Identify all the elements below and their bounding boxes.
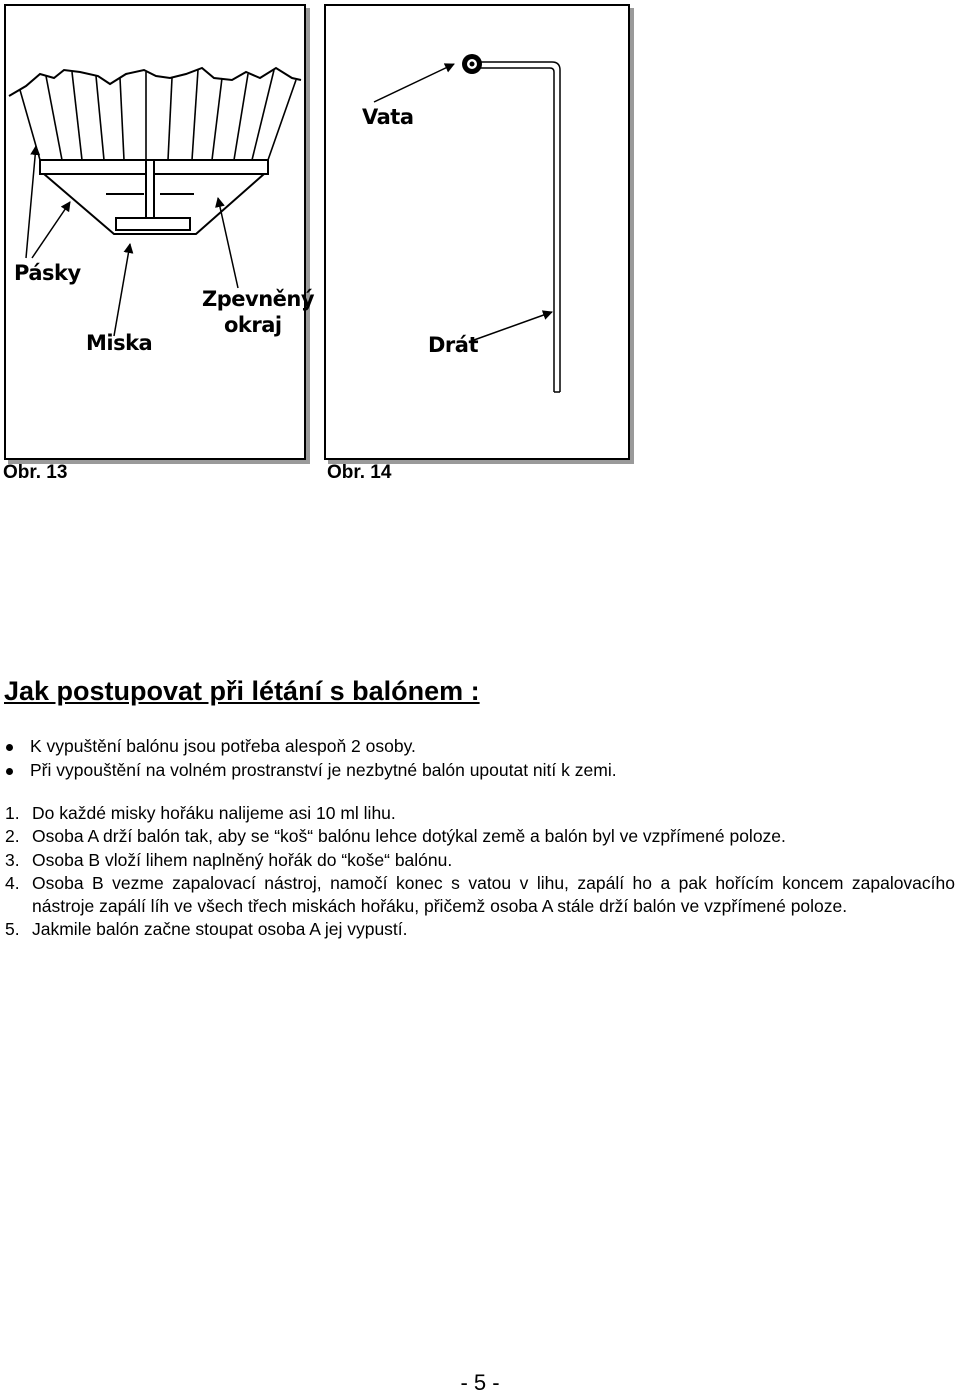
step-text: Osoba A drží balón tak, aby se “koš“ balónu lehce dotýkal země a balón byl ve vzpřímené poloze.	[32, 826, 786, 847]
step-text: Osoba B vloží lihem naplněný hořák do “koše“ balónu.	[32, 849, 453, 870]
step-number: 1.	[5, 803, 20, 823]
step-item	[5, 825, 955, 848]
label-miska: Miska	[86, 331, 153, 355]
label-drat: Drát	[428, 333, 478, 357]
step-text: Do každé misky hořáku nalijeme asi 10 ml lihu.	[32, 803, 396, 823]
bullet-text: Při vypouštění na volném prostranství je nezbytné balón upoutat nití k zemi.	[30, 760, 617, 780]
step-number: 3.	[5, 849, 20, 870]
small-dish	[116, 218, 190, 230]
bullet-icon	[6, 744, 13, 751]
paper-strips	[20, 70, 296, 160]
list-item	[0, 734, 950, 758]
bullet-icon	[6, 768, 13, 775]
section-title: Jak postupovat při létání s balónem :	[4, 676, 480, 706]
step-item	[5, 918, 955, 941]
steps-list	[5, 802, 955, 942]
figure-burner	[4, 4, 315, 460]
step-item	[5, 849, 955, 872]
page-number: - 5 -	[460, 1370, 500, 1395]
figure-wire	[324, 4, 630, 460]
label-okraj: okraj	[224, 313, 282, 337]
list-item	[0, 758, 950, 782]
caption-figure-14: Obr. 14	[327, 462, 392, 483]
caption-figure-13: Obr. 13	[3, 462, 68, 483]
paper-edge	[9, 68, 301, 96]
bullet-text: K vypuštění balónu jsou potřeba alespoň 2 osoby.	[30, 736, 416, 756]
label-zpevneny: Zpevněný	[202, 287, 315, 311]
wire	[476, 62, 560, 392]
burner-drawing	[6, 6, 304, 458]
step-number: 5.	[5, 919, 20, 940]
label-vata: Vata	[362, 105, 414, 129]
cotton-wool	[462, 54, 482, 74]
step-text: Jakmile balón začne stoupat osoba A jej vypustí.	[32, 919, 408, 940]
step-number: 4.	[5, 872, 20, 893]
step-number: 2.	[5, 826, 20, 847]
step-item	[5, 872, 955, 919]
bullet-list	[0, 734, 950, 782]
step-text: Osoba B vezme zapalovací nástroj, namočí konec s vatou v lihu, zapálí ho a pak hořícím koncem zapalovacího nástroje zapálí líh ve všech třech miskách hořáku, přičemž osoba A stále drží balón ve vzpřímené poloze.	[32, 872, 955, 917]
wire-drawing	[326, 6, 628, 458]
step-item	[5, 802, 955, 825]
label-pasky: Pásky	[14, 261, 81, 285]
